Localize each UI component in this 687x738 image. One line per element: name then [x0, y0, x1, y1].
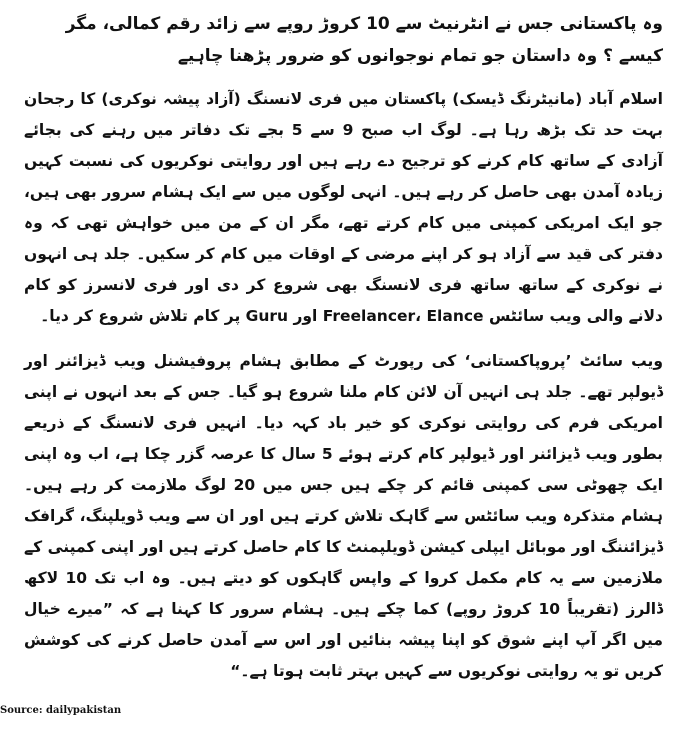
article-paragraph-2: ویب سائٹ ’پروپاکستانی‘ کی رپورٹ کے مطابق ہشام پروفیشنل ویب ڈیزائنر اور ڈیولپر تھے۔ جلد ہی انہیں آن لائن کام ملنا شروع ہو گیا۔ جس کے بعد انہوں نے اپنی امریکی فرم کی روایتی نوکری کو خیر باد کہہ دیا۔ انہیں فری لانسنگ کے ذریعے بطور ویب ڈیزائنر اور ڈیولپر کام کرتے ہوئے 5 سال کا عرصہ گزر چکا ہے، اب وہ اپنی ایک چھوٹی سی کمپنی قائم کر چکے ہیں جس میں 20 لوگ ملازمت کر رہے ہیں۔ ہشام متذکرہ ویب سائٹس سے گاہک تلاش کرتے ہیں اور ان سے ویب ڈویلپنگ، گرافک ڈیزائننگ اور موبائل ایپلی کیشن ڈویلپمنٹ کا کام حاصل کرتے ہیں اور اپنی کمپنی کے ملازمین سے یہ کام مکمل کروا کے واپس گاہکوں کو دیتے ہیں۔ وہ اب تک 10 لاکھ ڈالرز (تقریباً 10 کروڑ روپے) کما چکے ہیں۔ ہشام سرور کا کہنا ہے کہ ”میرے خیال میں اگر آپ اپنے شوق کو اپنا پیشہ بنائیں اور اس سے آمدن حاصل کرنے کی کوشش کریں تو یہ روایتی نوکریوں سے کہیں بہتر ثابت ہوتا ہے۔“: [24, 352, 664, 680]
article-headline: وہ پاکستانی جس نے انٹرنیٹ سے 10 کروڑ روپے سے زائد رقم کمالی، مگر کیسے ؟ وہ داستان جو تمام نوجوانوں کو ضرور پڑھنا چاہیے: [65, 14, 663, 66]
article: [24, 8, 663, 738]
article-paragraph-1: اسلام آباد (مانیٹرنگ ڈیسک) پاکستان میں فری لانسنگ (آزاد پیشہ نوکری) کا رجحان بہت حد تک بڑھ رہا ہے۔ لوگ اب صبح 9 سے 5 بجے تک دفاتر میں رہنے کی بجائے آزادی کے ساتھ کام کرنے کو ترجیح دے رہے ہیں اور روایتی نوکریوں کی نسبت کہیں زیادہ آمدن بھی حاصل کر رہے ہیں۔ انہی لوگوں میں سے ایک ہشام سرور بھی ہیں، جو ایک امریکی کمپنی میں کام کرتے تھے، مگر ان کے من میں خواہش تھی کہ وہ دفتر کی قید سے آزاد ہو کر اپنے مرضی کے اوقات میں کام کر سکیں۔ جلد ہی انہوں نے نوکری کے ساتھ ساتھ فری لانسنگ بھی شروع کر دی اور فری لانسرز کو کام دلانے والی ویب سائٹس Freelancer، Elance اور Guru پر کام تلاش شروع کر دیا۔: [24, 90, 663, 325]
source-credit: Source: dailypakistan: [0, 705, 122, 716]
